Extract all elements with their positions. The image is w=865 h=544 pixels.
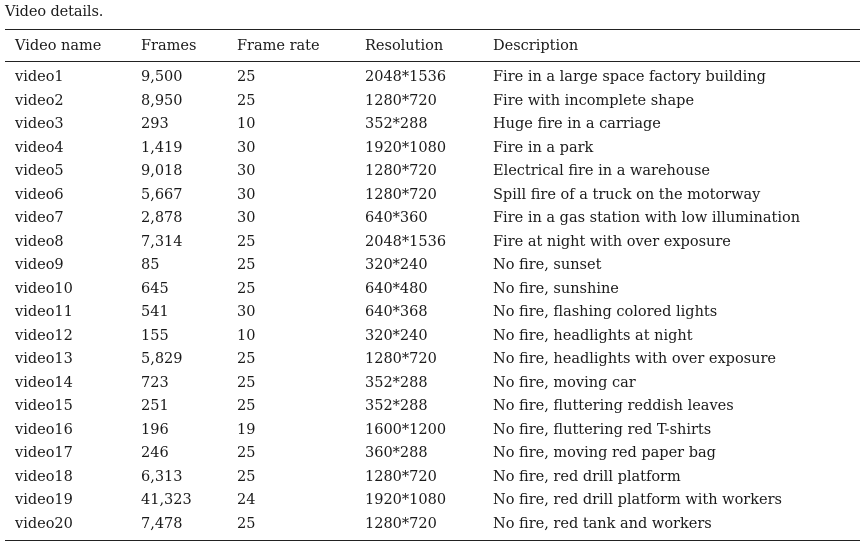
cell-frame-rate: 30 — [237, 210, 256, 226]
table-caption: Video details. — [5, 4, 104, 20]
cell-description: No fire, flashing colored lights — [493, 304, 718, 320]
cell-frame-rate: 25 — [237, 468, 256, 485]
cell-frame-rate: 25 — [237, 257, 256, 273]
cell-frame-rate: 25 — [237, 92, 256, 109]
cell-resolution: 2048*1536 — [365, 69, 447, 85]
cell-frames: 85 — [141, 257, 160, 273]
column-header-description: Description — [493, 37, 579, 54]
cell-frames: 6,313 — [141, 468, 183, 485]
cell-frames: 5,829 — [141, 351, 183, 367]
cell-resolution: 1920*1080 — [365, 492, 447, 508]
table-row — [5, 254, 860, 278]
table-row — [5, 372, 860, 396]
table-row — [5, 137, 860, 161]
cell-video-name: video15 — [15, 398, 73, 414]
cell-resolution: 640*368 — [365, 304, 428, 320]
cell-frame-rate: 25 — [237, 351, 256, 367]
cell-description: No fire, sunshine — [493, 280, 619, 297]
cell-frame-rate: 25 — [237, 280, 256, 297]
cell-frames: 9,018 — [141, 163, 183, 179]
cell-description: No fire, headlights with over exposure — [493, 351, 776, 367]
cell-description: No fire, red drill platform — [493, 468, 681, 485]
cell-frame-rate: 19 — [237, 421, 256, 438]
cell-frames: 41,323 — [141, 492, 192, 508]
table-row — [5, 113, 860, 137]
table-row — [5, 419, 860, 443]
cell-video-name: video11 — [15, 304, 73, 320]
table-row — [5, 278, 860, 302]
column-header-frames: Frames — [141, 37, 197, 54]
cell-resolution: 640*480 — [365, 280, 428, 297]
cell-frames: 293 — [141, 116, 169, 132]
cell-frames: 645 — [141, 280, 169, 297]
cell-resolution: 1280*720 — [365, 92, 437, 109]
cell-frames: 2,878 — [141, 210, 183, 226]
cell-video-name: video16 — [15, 421, 73, 438]
cell-frame-rate: 10 — [237, 116, 256, 132]
cell-frame-rate: 10 — [237, 327, 256, 344]
cell-frames: 5,667 — [141, 186, 183, 203]
cell-description: No fire, red tank and workers — [493, 515, 712, 532]
cell-video-name: video14 — [15, 374, 73, 391]
column-header-resolution: Resolution — [365, 37, 444, 54]
video-details-table — [5, 29, 860, 541]
cell-video-name: video9 — [15, 257, 64, 273]
cell-frame-rate: 30 — [237, 163, 256, 179]
cell-frames: 196 — [141, 421, 169, 438]
table-row — [5, 348, 860, 372]
cell-frame-rate: 25 — [237, 374, 256, 391]
cell-resolution: 352*288 — [365, 374, 428, 391]
cell-video-name: video17 — [15, 445, 73, 461]
cell-description: No fire, headlights at night — [493, 327, 693, 344]
cell-frames: 251 — [141, 398, 169, 414]
column-header-frame-rate: Frame rate — [237, 37, 320, 54]
cell-resolution: 352*288 — [365, 116, 428, 132]
cell-frames: 246 — [141, 445, 169, 461]
cell-video-name: video2 — [15, 92, 64, 109]
cell-resolution: 352*288 — [365, 398, 428, 414]
cell-video-name: video8 — [15, 233, 64, 250]
cell-frames: 541 — [141, 304, 169, 320]
cell-video-name: video18 — [15, 468, 73, 485]
table-row — [5, 325, 860, 349]
table-row — [5, 513, 860, 541]
cell-frames: 1,419 — [141, 139, 183, 156]
cell-video-name: video5 — [15, 163, 64, 179]
cell-frames: 9,500 — [141, 69, 183, 85]
cell-resolution: 1280*720 — [365, 468, 437, 485]
cell-resolution: 1280*720 — [365, 186, 437, 203]
cell-frames: 8,950 — [141, 92, 183, 109]
cell-description: No fire, moving red paper bag — [493, 445, 716, 461]
table-row — [5, 395, 860, 419]
cell-frame-rate: 25 — [237, 69, 256, 85]
cell-description: Fire in a park — [493, 139, 594, 156]
cell-resolution: 1280*720 — [365, 351, 437, 367]
cell-video-name: video3 — [15, 116, 64, 132]
table-row — [5, 160, 860, 184]
cell-video-name: video7 — [15, 210, 64, 226]
cell-frame-rate: 25 — [237, 398, 256, 414]
cell-video-name: video20 — [15, 515, 73, 532]
cell-resolution: 1920*1080 — [365, 139, 447, 156]
cell-video-name: video12 — [15, 327, 73, 344]
cell-frame-rate: 30 — [237, 139, 256, 156]
cell-video-name: video19 — [15, 492, 73, 508]
cell-description: No fire, fluttering red T-shirts — [493, 421, 712, 438]
cell-resolution: 2048*1536 — [365, 233, 447, 250]
cell-video-name: video6 — [15, 186, 64, 203]
cell-frames: 723 — [141, 374, 169, 391]
cell-video-name: video10 — [15, 280, 73, 297]
cell-video-name: video4 — [15, 139, 64, 156]
cell-frame-rate: 25 — [237, 445, 256, 461]
table-row — [5, 90, 860, 114]
cell-video-name: video1 — [15, 69, 64, 85]
cell-resolution: 320*240 — [365, 327, 428, 344]
cell-resolution: 640*360 — [365, 210, 428, 226]
cell-description: Fire with incomplete shape — [493, 92, 695, 109]
table-header-row — [5, 30, 860, 62]
cell-frames: 155 — [141, 327, 169, 344]
cell-description: Spill fire of a truck on the motorway — [493, 186, 761, 203]
table-row — [5, 62, 860, 90]
cell-description: No fire, moving car — [493, 374, 636, 391]
cell-frame-rate: 25 — [237, 233, 256, 250]
cell-description: Fire at night with over exposure — [493, 233, 731, 250]
cell-description: Fire in a large space factory building — [493, 69, 766, 85]
table-row — [5, 301, 860, 325]
cell-description: No fire, fluttering reddish leaves — [493, 398, 734, 414]
cell-description: Huge fire in a carriage — [493, 116, 661, 132]
cell-frames: 7,314 — [141, 233, 183, 250]
cell-resolution: 1280*720 — [365, 515, 437, 532]
cell-frame-rate: 30 — [237, 186, 256, 203]
cell-video-name: video13 — [15, 351, 73, 367]
cell-frame-rate: 30 — [237, 304, 256, 320]
cell-description: Electrical fire in a warehouse — [493, 163, 710, 179]
cell-description: No fire, red drill platform with workers — [493, 492, 782, 508]
table-row — [5, 466, 860, 490]
table-row — [5, 207, 860, 231]
cell-description: Fire in a gas station with low illumination — [493, 210, 801, 226]
cell-resolution: 1600*1200 — [365, 421, 447, 438]
cell-frames: 7,478 — [141, 515, 183, 532]
cell-resolution: 360*288 — [365, 445, 428, 461]
cell-resolution: 1280*720 — [365, 163, 437, 179]
table-body — [5, 62, 860, 541]
table-row — [5, 184, 860, 208]
table-row — [5, 442, 860, 466]
column-header-video-name: Video name — [15, 37, 102, 54]
cell-resolution: 320*240 — [365, 257, 428, 273]
cell-frame-rate: 25 — [237, 515, 256, 532]
cell-frame-rate: 24 — [237, 492, 256, 508]
table-row — [5, 489, 860, 513]
cell-description: No fire, sunset — [493, 257, 602, 273]
table-row — [5, 231, 860, 255]
